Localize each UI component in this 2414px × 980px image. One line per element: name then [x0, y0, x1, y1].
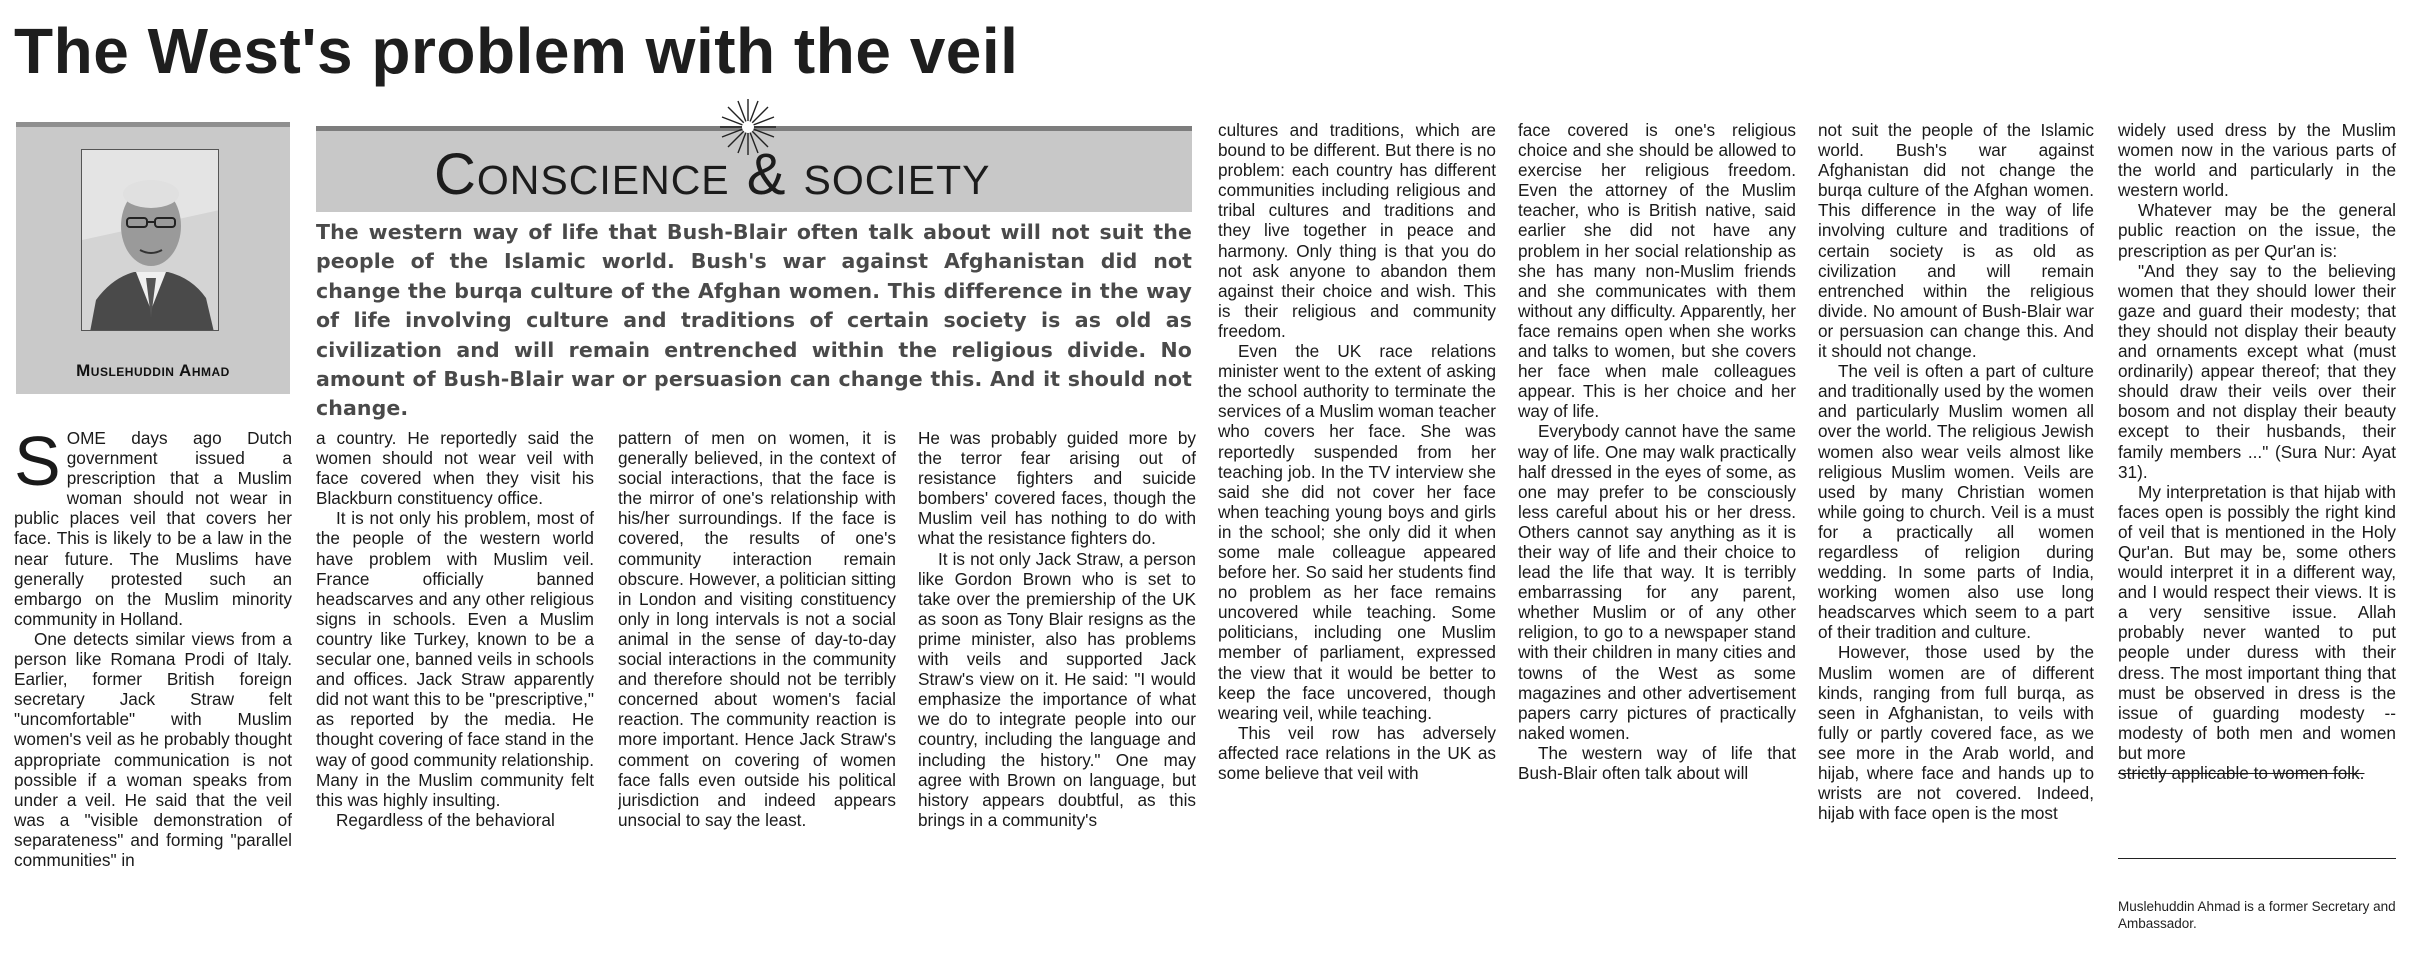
- footnote-rule: [2118, 858, 2396, 859]
- paragraph: widely used dress by the Muslim women now in the various parts of the world and particularly in the western world.: [2118, 120, 2396, 201]
- deck-summary: The western way of life that Bush-Blair often talk about will not suit the people of the Islamic world. Bush's war against Afghanistan did not change the burqa culture of the Afghan women. This difference in the way of life involving culture and traditions of certain society is as old as civilization and will remain entrenched within the religious divide. No amount of Bush-Blair war or persuasion can change this. And it should not change.: [316, 220, 1192, 421]
- paragraph: Everybody cannot have the same way of life. One may walk practically half dressed in the eyes of some, as one may prefer to be consciously less careful about his or her dress. Others cannot say anything as it is their way of life and their choice to lead the life that way. It is terribly embarrassing for any parent, whether Muslim or of any other religion, to go to a newspaper stand with their children in many cities and towns of the West as some magazines and other advertisement papers carry pictures of practically naked women.: [1518, 421, 1796, 743]
- paragraph: One detects similar views from a person like Romana Prodi of Italy. Earlier, former British foreign secretary Jack Straw felt "uncomfortable" with Muslim women's veil as he probably thought appropriate communication is not possible if a woman speaks from under a veil. He said that the veil was a "visible demonstration of separateness" and forming "parallel communities" in: [14, 628, 292, 870]
- paragraph: The veil is often a part of culture and traditionally used by the women and particularly Muslim women all over the world. The religious Jewish women also wear veils almost like religious Muslim women. Veils are used by many Christian women while going to church. Veil is a must for a practically all women regardless of religion during wedding. In some parts of India, working women also use long headscarves which seem to a part of their tradition and culture.: [1818, 361, 2094, 643]
- paragraph-end: strictly applicable to women folk.: [2118, 763, 2365, 783]
- article-column-8: [2118, 120, 2396, 860]
- paragraph: not suit the people of the Islamic world. Bush's war against Afghanistan did not change the burqa culture of the Afghan women. This difference in the way of life involving culture and traditions of certain society is as old as civilization and will remain entrenched within the religious divide. No amount of Bush-Blair war or persuasion can change this. And it should not change.: [1818, 120, 2094, 362]
- article-column-2: [316, 428, 594, 948]
- author-footnote: Muslehuddin Ahmad is a former Secretary and Ambassador.: [2118, 899, 2396, 931]
- paragraph: Even the UK race relations minister went to the extent of asking the school authority to terminate the services of a Muslim woman teacher who covers her face. She was reportedly suspended from her teaching job. In the TV interview she said she did not cover her face when teaching young boys and girls in the school; she only did it when some male colleague appeared before her. So said her students find no problem as her face remains uncovered while teaching. Some politicians, including one Muslim member of parliament, expressed the view that it would be better to keep the face uncovered, though wearing veil, while teaching.: [1218, 341, 1496, 723]
- star-burst-icon: [718, 97, 778, 157]
- author-photo: [81, 149, 219, 331]
- paragraph: "And they say to the believing women that they should lower their gaze and guard their modesty; that they should not display their beauty and ornaments except what (must ordinarily) appear thereof; that they should draw their veils over their bosom and not display their beauty except to their husbands, their family members ..." (Sura Nur: Ayat 31).: [2118, 260, 2396, 482]
- paragraph: Whatever may be the general public reaction on the issue, the prescription as per Qur'an is:: [2118, 200, 2396, 261]
- paragraph: OME days ago Dutch government issued a prescription that a Muslim woman should not wear in public places veil that covers her face. This is likely to be a law in the near future. The Muslims have generally protested such an embargo on the Muslim minority community in Holland.: [14, 428, 292, 629]
- paragraph: cultures and traditions, which are bound to be different. But there is no problem: each country has different communities including religious and tribal cultures and traditions and they live together in peace and harmony. Only thing is that you do not ask anyone to abandon them against their choice and wish. This is their religious and community freedom.: [1218, 120, 1496, 341]
- paragraph: It is not only Jack Straw, a person like Gordon Brown who is set to take over the premiership of the UK as soon as Tony Blair resigns as the prime minister, also has problems with veils and supported Jack Straw's view on it. He said: "I would emphasize the importance of what we do to integrate people into our country, including the language and including the history." One may agree with Brown on language, but history appears doubtful, as this brings in a community's: [918, 548, 1196, 830]
- headline: The West's problem with the veil: [14, 15, 1019, 87]
- paragraph: However, those used by the Muslim women are of different kinds, ranging from full burqa, as seen in Afghanistan, to veils with fully or partly covered face, as we see more in the Arab world, and hijab, where face and hands up to wrists are not covered. Indeed, hijab with face open is the most: [1818, 642, 2094, 824]
- author-name: Muslehuddin Ahmad: [76, 361, 230, 380]
- paragraph: pattern of men on women, it is generally believed, in the context of social interactions, that the face is the mirror of one's relationship with his/her surroundings. If the face is covered, the results of one's community interaction remain obscure. However, a politician sitting in London and visiting constituency only in long intervals is not a social animal in the sense of day-to-day social interactions in the community and therefore should not be terribly concerned about women's facial reaction. The community reaction is more important. Hence Jack Straw's comment on covering of women face falls even outside his political jurisdiction and indeed appears unsocial to say the least.: [618, 428, 896, 830]
- article-column-4: [918, 428, 1196, 948]
- paragraph: face covered is one's religious choice and she should be allowed to exercise her religious freedom. Even the attorney of the Muslim teacher, who is British native, said earlier she did not have any problem in her social relationship as she has many non-Muslim friends and she communicates with them without any difficulty. Apparently, her face remains open when she works and talks to women, but she covers her face when male colleagues appear. This is her choice and her way of life.: [1518, 120, 1796, 422]
- paragraph: This veil row has adversely affected race relations in the UK as some believe that veil with: [1218, 722, 1496, 783]
- drop-cap: S: [14, 428, 61, 500]
- paragraph: The western way of life that Bush-Blair often talk about will: [1518, 742, 1796, 783]
- article-column-3: [618, 428, 896, 948]
- paragraph: He was probably guided more by the terror fear arising out of resistance fighters and suicide bombers' covered faces, though the Muslim veil has nothing to do with what the resistance fighters do.: [918, 428, 1196, 549]
- paragraph: a country. He reportedly said the women should not wear veil with face covered when they visit his Blackburn constituency office.: [316, 428, 594, 509]
- article-column-7: [1818, 120, 2094, 948]
- author-box: [16, 122, 290, 394]
- article-column-5: [1218, 120, 1496, 948]
- section-title: Conscience & society: [434, 142, 991, 207]
- paragraph: It is not only his problem, most of the people of the western world have problem with Muslim veil. France officially banned headscarves and any other religious signs in schools. Even a Muslim country like Turkey, known to be a secular one, banned veils in schools and offices. Jack Straw apparently did not want this to be "prescriptive," as reported by the media. He thought covering of face stand in the way of good community relationship. Many in the Muslim community felt this was highly insulting.: [316, 508, 594, 810]
- paragraph: Regardless of the behavioral: [336, 809, 555, 830]
- article-column-6: [1518, 120, 1796, 948]
- paragraph: My interpretation is that hijab with faces open is possibly the right kind of veil that is mentioned in the Holy Qur'an. But may be, some others would interpret it in a different way, and I would respect their views. It is a very sensitive issue. Allah probably never wanted to put people under duress with their dress. The most important thing that must be observed in dress is the issue of guarding modesty -- modesty of both men and women but more: [2118, 481, 2396, 763]
- article-column-1: [14, 428, 292, 948]
